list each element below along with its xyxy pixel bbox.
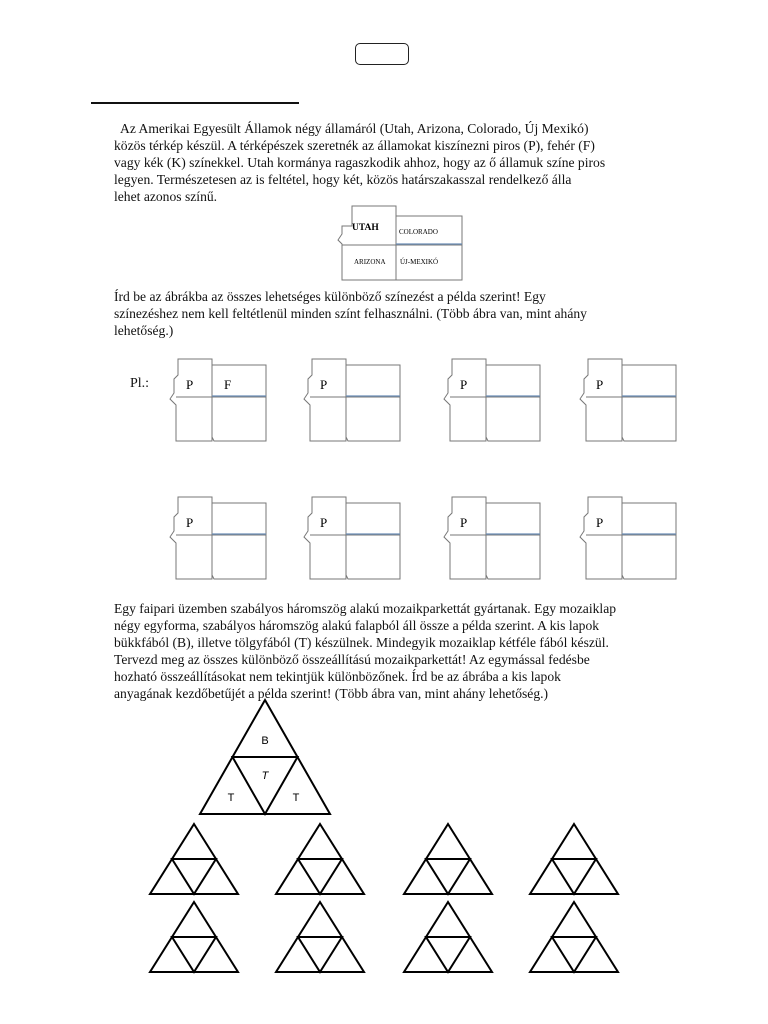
coloring-map-3[interactable] [440,357,542,445]
task1-intro-line: legyen. Természetesen az is feltétel, hogy két, közös határszakasszal rendelkező álla [114,172,572,187]
score-box[interactable] [355,43,409,65]
coloring-map-6[interactable] [300,495,402,583]
task2-text-line: anyagának kezdőbetűjét a példa szerint! (Több ábra van, mint ahány lehetőség.) [114,686,549,701]
blank-tile-8[interactable] [528,900,620,974]
example-tile-left: T [227,792,235,804]
map-cell-utah[interactable]: P [186,515,194,530]
map-cell-utah[interactable]: P [460,377,468,392]
coloring-map-2[interactable] [300,357,402,445]
map-cell-utah[interactable]: P [460,515,468,530]
example-tile-top: B [261,735,269,747]
task1-intro-line: Az Amerikai Egyesült Államok négy államáról (Utah, Arizona, Colorado, Új Mexikó) [120,121,589,136]
map-cell-utah[interactable]: P [320,377,328,392]
map-cell-colorado[interactable]: F [224,377,232,392]
map-cell-utah[interactable]: P [186,377,194,392]
example-tile-center: T [261,770,269,782]
blank-tile-7[interactable] [402,900,494,974]
task2-text [114,600,676,702]
example-label: Pl.: [130,376,150,391]
coloring-map-1[interactable] [166,357,268,445]
task1-instruction-line: lehetőség.) [114,323,174,338]
task2-text-line: hozható összeállításokat nem tekintjük különbözőnek. Írd be az ábrába a kis lapok [114,669,561,684]
coloring-map-5[interactable] [166,495,268,583]
task2-text-line: négy egyforma, szabályos háromszög alakú falapból áll össze a példa szerint. A kis lapok [114,618,600,633]
task1-instructions [114,288,676,339]
task1-intro-line: lehet azonos színű. [114,189,218,204]
blank-tile-4[interactable] [528,822,620,896]
map-label-new-mexico: ÚJ-MEXIKÓ [400,258,439,266]
map-cell-utah[interactable]: P [320,515,328,530]
header-rule [91,102,299,104]
coloring-map-4[interactable] [576,357,678,445]
blank-tile-2[interactable] [274,822,366,896]
task2-text-line: bükkfából (B), illetve tölgyfából (T) készülnek. Mindegyik mozaiklap kétféle fából készül. [114,635,609,650]
blank-tile-1[interactable] [148,822,240,896]
coloring-map-8[interactable] [576,495,678,583]
blank-tile-6[interactable] [274,900,366,974]
task1-instruction-line: Írd be az ábrákba az összes lehetséges különböző színezést a példa szerint! Egy [114,289,546,304]
coloring-map-7[interactable] [440,495,542,583]
example-tile [198,698,332,816]
task1-intro-line: vagy kék (K) színekkel. Utah kormánya ragaszkodik ahhoz, hogy az ő államuk színe piros [114,155,606,170]
blank-tile-5[interactable] [148,900,240,974]
map-label-colorado: COLORADO [399,228,438,236]
map-label-utah: UTAH [352,223,379,233]
task2-text-line: Egy faipari üzemben szabályos háromszög alakú mozaikparkettát gyártanak. Egy mozaiklap [114,601,617,616]
task2-text-line: Tervezd meg az összes különböző összeállítású mozaikparkettát! Az egymással fedésbe [114,652,590,667]
map-cell-utah[interactable]: P [596,377,604,392]
blank-tile-3[interactable] [402,822,494,896]
task1-intro [114,120,676,205]
example-tile-right: T [292,792,300,804]
reference-map [336,204,466,284]
map-cell-utah[interactable]: P [596,515,604,530]
task1-instruction-line: színezéshez nem kell feltétlenül minden színt felhasználni. (Több ábra van, mint ahány [114,306,587,321]
task1-intro-line: közös térkép készül. A térképészek szeretnék az államokat kiszínezni piros (P), fehér (F) [114,138,595,153]
map-label-arizona: ARIZONA [354,258,386,266]
